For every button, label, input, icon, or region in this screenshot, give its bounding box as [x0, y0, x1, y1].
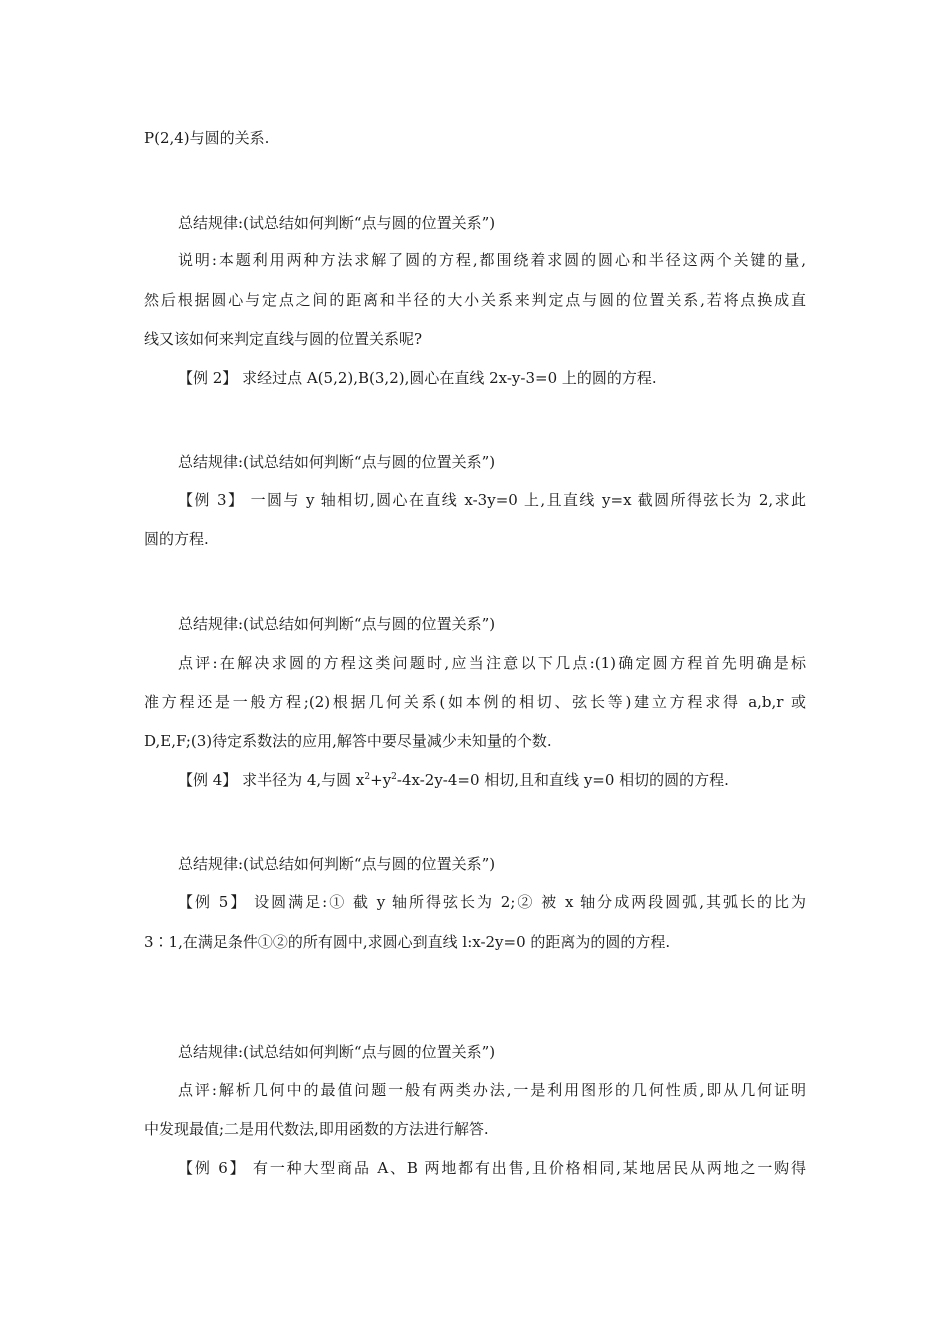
- text-line: 3∶1,在满足条件①②的所有圆中,求圆心到直线 l:x-2y=0 的距离为的圆的方程.: [144, 933, 671, 951]
- example-tag: 【例 3】: [178, 491, 245, 509]
- example-text: +y: [370, 771, 392, 789]
- summary-line: 总结规律:(试总结如何判断“点与圆的位置关系”): [178, 1043, 496, 1061]
- example-5-line: [178, 892, 806, 912]
- example-text: 设圆满足:① 截 y 轴所得弦长为 2;② 被 x 轴分成两段圆弧,其弧长的比为: [247, 893, 807, 911]
- note-line: 说明:本题利用两种方法求解了圆的方程,都围绕着求圆的圆心和半径这两个关键的量,: [178, 251, 806, 269]
- summary-line: 总结规律:(试总结如何判断“点与圆的位置关系”): [178, 453, 496, 471]
- summary-line: 总结规律:(试总结如何判断“点与圆的位置关系”): [178, 615, 496, 633]
- text-line: P(2,4)与圆的关系.: [144, 129, 270, 147]
- summary-line: 总结规律:(试总结如何判断“点与圆的位置关系”): [178, 214, 496, 232]
- superscript: 2: [391, 772, 397, 782]
- example-tag: 【例 2】: [178, 369, 238, 387]
- superscript: 2: [364, 772, 371, 782]
- comment-line: 准方程还是一般方程;(2)根据几何关系(如本例的相切、弦长等)建立方程求得 a,b,r 或: [144, 693, 806, 711]
- example-tag: 【例 5】: [178, 893, 248, 911]
- note-line: 线又该如何来判定直线与圆的位置关系呢?: [144, 330, 423, 348]
- example-2-line: [178, 368, 806, 388]
- example-text: 求经过点 A(5,2),B(3,2),圆心在直线 2x-y-3=0 上的圆的方程.: [237, 369, 657, 387]
- comment-line: 点评:解析几何中的最值问题一般有两类办法,一是利用图形的几何性质,即从几何证明: [178, 1081, 806, 1099]
- example-tag: 【例 6】: [178, 1159, 247, 1177]
- comment-line: 点评:在解决求圆的方程这类问题时,应当注意以下几点:(1)确定圆方程首先明确是标: [178, 654, 806, 672]
- example-text: 一圆与 y 轴相切,圆心在直线 x-3y=0 上,且直线 y=x 截圆所得弦长为 2,求此: [244, 491, 806, 509]
- note-line: 然后根据圆心与定点之间的距离和半径的大小关系来判定点与圆的位置关系,若将点换成直: [144, 291, 806, 309]
- comment-line: 中发现最值;二是用代数法,即用函数的方法进行解答.: [144, 1120, 489, 1138]
- example-text: 有一种大型商品 A、B 两地都有出售,且价格相同,某地居民从两地之一购得: [246, 1159, 806, 1177]
- example-tag: 【例 4】: [178, 771, 238, 789]
- example-text: -4x-2y-4=0 相切,且和直线 y=0 相切的圆的方程.: [396, 771, 729, 789]
- example-text: 求半径为 4,与圆 x: [237, 771, 365, 789]
- example-6-line: [178, 1158, 806, 1178]
- example-3-line: [178, 490, 806, 510]
- text-line: 圆的方程.: [144, 530, 209, 548]
- example-4-line: [178, 770, 806, 790]
- comment-line: D,E,F;(3)待定系数法的应用,解答中要尽量减少未知量的个数.: [144, 732, 552, 750]
- summary-line: 总结规律:(试总结如何判断“点与圆的位置关系”): [178, 855, 496, 873]
